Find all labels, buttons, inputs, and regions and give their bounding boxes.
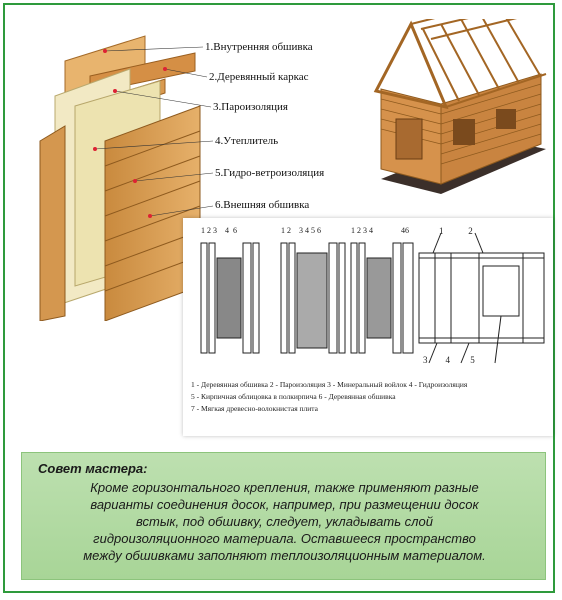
tip-text <box>36 479 533 564</box>
wall-layer-label: 4.Утеплитель <box>215 135 279 147</box>
tip-line: между обшивками заполняют теплоизоляционным материалом. <box>83 548 486 563</box>
wall-layer-label: 3.Пароизоляция <box>213 101 288 113</box>
wall-layer-label: 5.Гидро-ветроизоляция <box>215 167 325 179</box>
frame-numbers-top: 1 2 <box>439 226 473 236</box>
drawing-legend-line: 7 - Мягкая древесно-волокнистая плита <box>191 404 318 413</box>
master-tip-box <box>21 452 546 580</box>
page-frame <box>3 3 555 593</box>
section-numbers-b: 1 2 3 4 5 6 <box>281 226 321 235</box>
drawing-legend-line: 5 - Кирпичная облицовка в полкирпича 6 - Деревянная обшивка <box>191 392 396 401</box>
wall-layer-label: 2.Деревянный каркас <box>209 71 309 83</box>
drawing-legend-line: 1 - Деревянная обшивка 2 - Пароизоляция 3 - Минеральный войлок 4 - Гидроизоляция <box>191 380 468 389</box>
tip-line: встык, под обшивку, следует, укладывать слой <box>136 514 433 529</box>
tip-line: гидроизоляционного материала. Оставшееся пространство <box>93 531 476 546</box>
frame-numbers-bottom: 3 4 5 <box>423 355 475 365</box>
wall-layer-label: 6.Внешняя обшивка <box>215 199 310 211</box>
section-numbers-a: 1 2 3 4 6 <box>201 226 237 235</box>
section-numbers-d: 46 <box>401 226 409 235</box>
section-numbers-c: 1 2 3 4 <box>351 226 373 235</box>
tip-title: Совет мастера: <box>38 461 148 476</box>
tip-line: Кроме горизонтального крепления, также применяют разные <box>90 480 479 495</box>
section-drawing-graphics <box>183 218 553 368</box>
tip-line: варианты соединения досок, например, при размещении досок <box>90 497 479 512</box>
timber-house-illustration <box>361 19 551 194</box>
wall-layer-label: 1.Внутренняя обшивка <box>205 41 313 53</box>
wall-section-drawings <box>183 218 553 436</box>
